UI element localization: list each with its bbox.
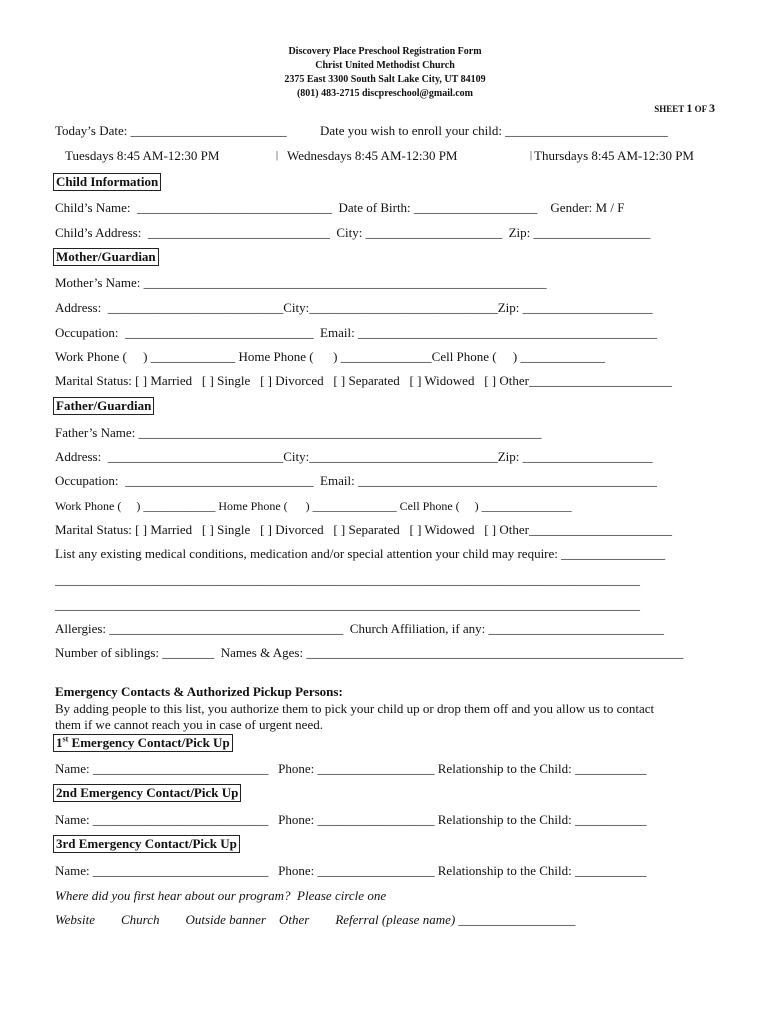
mother-marital-row[interactable]: Marital Status: [ ] Married [ ] Single [ ] Divorced [ ] Separated [ ] Widowed [ ] Other______________________	[55, 373, 672, 388]
sheet-indicator	[654, 101, 715, 116]
contact-2-row[interactable]: Name: ___________________________ Phone: __________________ Relationship to the Child: ___________	[55, 812, 647, 827]
father-name-field[interactable]: Father’s Name: ______________________________________________________________	[55, 425, 542, 440]
father-heading: Father/Guardian	[53, 397, 154, 415]
sheet-of: OF	[694, 104, 707, 114]
session-thursday[interactable]: Thursdays 8:45 AM-12:30 PM	[534, 148, 694, 163]
mother-occupation-row[interactable]: Occupation: _____________________________ Email: ______________________________________________	[55, 325, 657, 340]
contact-1-row[interactable]: Name: ___________________________ Phone: __________________ Relationship to the Child: ___________	[55, 761, 647, 776]
contact-1-ordinal: st	[62, 734, 69, 744]
mother-phones-row[interactable]: Work Phone ( ) _____________ Home Phone ( ) ______________Cell Phone ( ) _____________	[55, 349, 605, 364]
allergies-row[interactable]: Allergies: ____________________________________ Church Affiliation, if any: ___________________________	[55, 621, 665, 636]
sheet-number: 1	[686, 101, 693, 115]
child-info-heading: Child Information	[53, 173, 161, 191]
emergency-title: Emergency Contacts & Authorized Pickup Persons:	[55, 684, 343, 699]
father-phones-row[interactable]: Work Phone ( ) ____________ Home Phone ( ) ______________ Cell Phone ( ) _______________	[55, 499, 572, 513]
medical-line-1[interactable]: __________________________________________________________________________________________	[55, 572, 640, 587]
father-occupation-row[interactable]: Occupation: _____________________________ Email: ______________________________________________	[55, 473, 657, 488]
medical-line-2[interactable]: __________________________________________________________________________________________	[55, 597, 640, 612]
siblings-row[interactable]: Number of siblings: ________ Names & Ages: __________________________________________________________	[55, 645, 684, 660]
sheet-total: 3	[709, 101, 715, 115]
todays-date-field[interactable]: Today’s Date: ________________________	[55, 123, 287, 138]
mother-name-field[interactable]: Mother’s Name: ______________________________________________________________	[55, 275, 547, 290]
church-contact: (801) 483-2715 discpreschool@gmail.com	[296, 88, 474, 99]
contact-1-heading	[53, 734, 233, 752]
hear-options[interactable]: Website Church Outside banner Other Referral (please name) __________________	[55, 912, 576, 927]
contact-2-heading: 2nd Emergency Contact/Pick Up	[53, 784, 241, 802]
father-marital-row[interactable]: Marital Status: [ ] Married [ ] Single [ ] Divorced [ ] Separated [ ] Widowed [ ] Other______________________	[55, 522, 672, 537]
church-address: 2375 East 3300 South Salt Lake City, UT 84109	[284, 74, 486, 85]
contact-3-heading: 3rd Emergency Contact/Pick Up	[53, 835, 240, 853]
checkbox-mark: |	[530, 150, 533, 161]
father-address-row[interactable]: Address: ___________________________City:_____________________________Zip: ____________________	[55, 449, 653, 464]
contact-1-number: 1	[56, 735, 63, 750]
medical-prompt[interactable]: List any existing medical conditions, medication and/or special attention your child may require: ________________	[55, 546, 666, 561]
contact-3-row[interactable]: Name: ___________________________ Phone: __________________ Relationship to the Child: ___________	[55, 863, 647, 878]
checkbox-mark: |	[276, 150, 279, 161]
child-name-row[interactable]: Child’s Name: ______________________________ Date of Birth: ___________________ Gender: M / F	[55, 200, 625, 215]
contact-1-label: Emergency Contact/Pick Up	[68, 735, 230, 750]
form-title: Discovery Place Preschool Registration Form	[288, 46, 482, 57]
child-address-row[interactable]: Child’s Address: ____________________________ City: _____________________ Zip: __________________	[55, 225, 651, 240]
session-wednesday[interactable]: Wednesdays 8:45 AM-12:30 PM	[287, 148, 458, 163]
mother-heading: Mother/Guardian	[53, 248, 159, 266]
emergency-desc-1: By adding people to this list, you authorize them to pick your child up or drop them off and you allow us to contact	[55, 701, 655, 716]
sheet-label: SHEET	[654, 104, 685, 114]
church-name: Christ United Methodist Church	[315, 60, 455, 71]
session-tuesday[interactable]: Tuesdays 8:45 AM-12:30 PM	[65, 148, 220, 163]
enroll-date-field[interactable]: Date you wish to enroll your child: _________________________	[320, 123, 668, 138]
hear-question: Where did you first hear about our program? Please circle one	[55, 888, 387, 903]
emergency-desc-2: them if we cannot reach you in case of urgent need.	[55, 717, 323, 732]
mother-address-row[interactable]: Address: ___________________________City:_____________________________Zip: ____________________	[55, 300, 653, 315]
